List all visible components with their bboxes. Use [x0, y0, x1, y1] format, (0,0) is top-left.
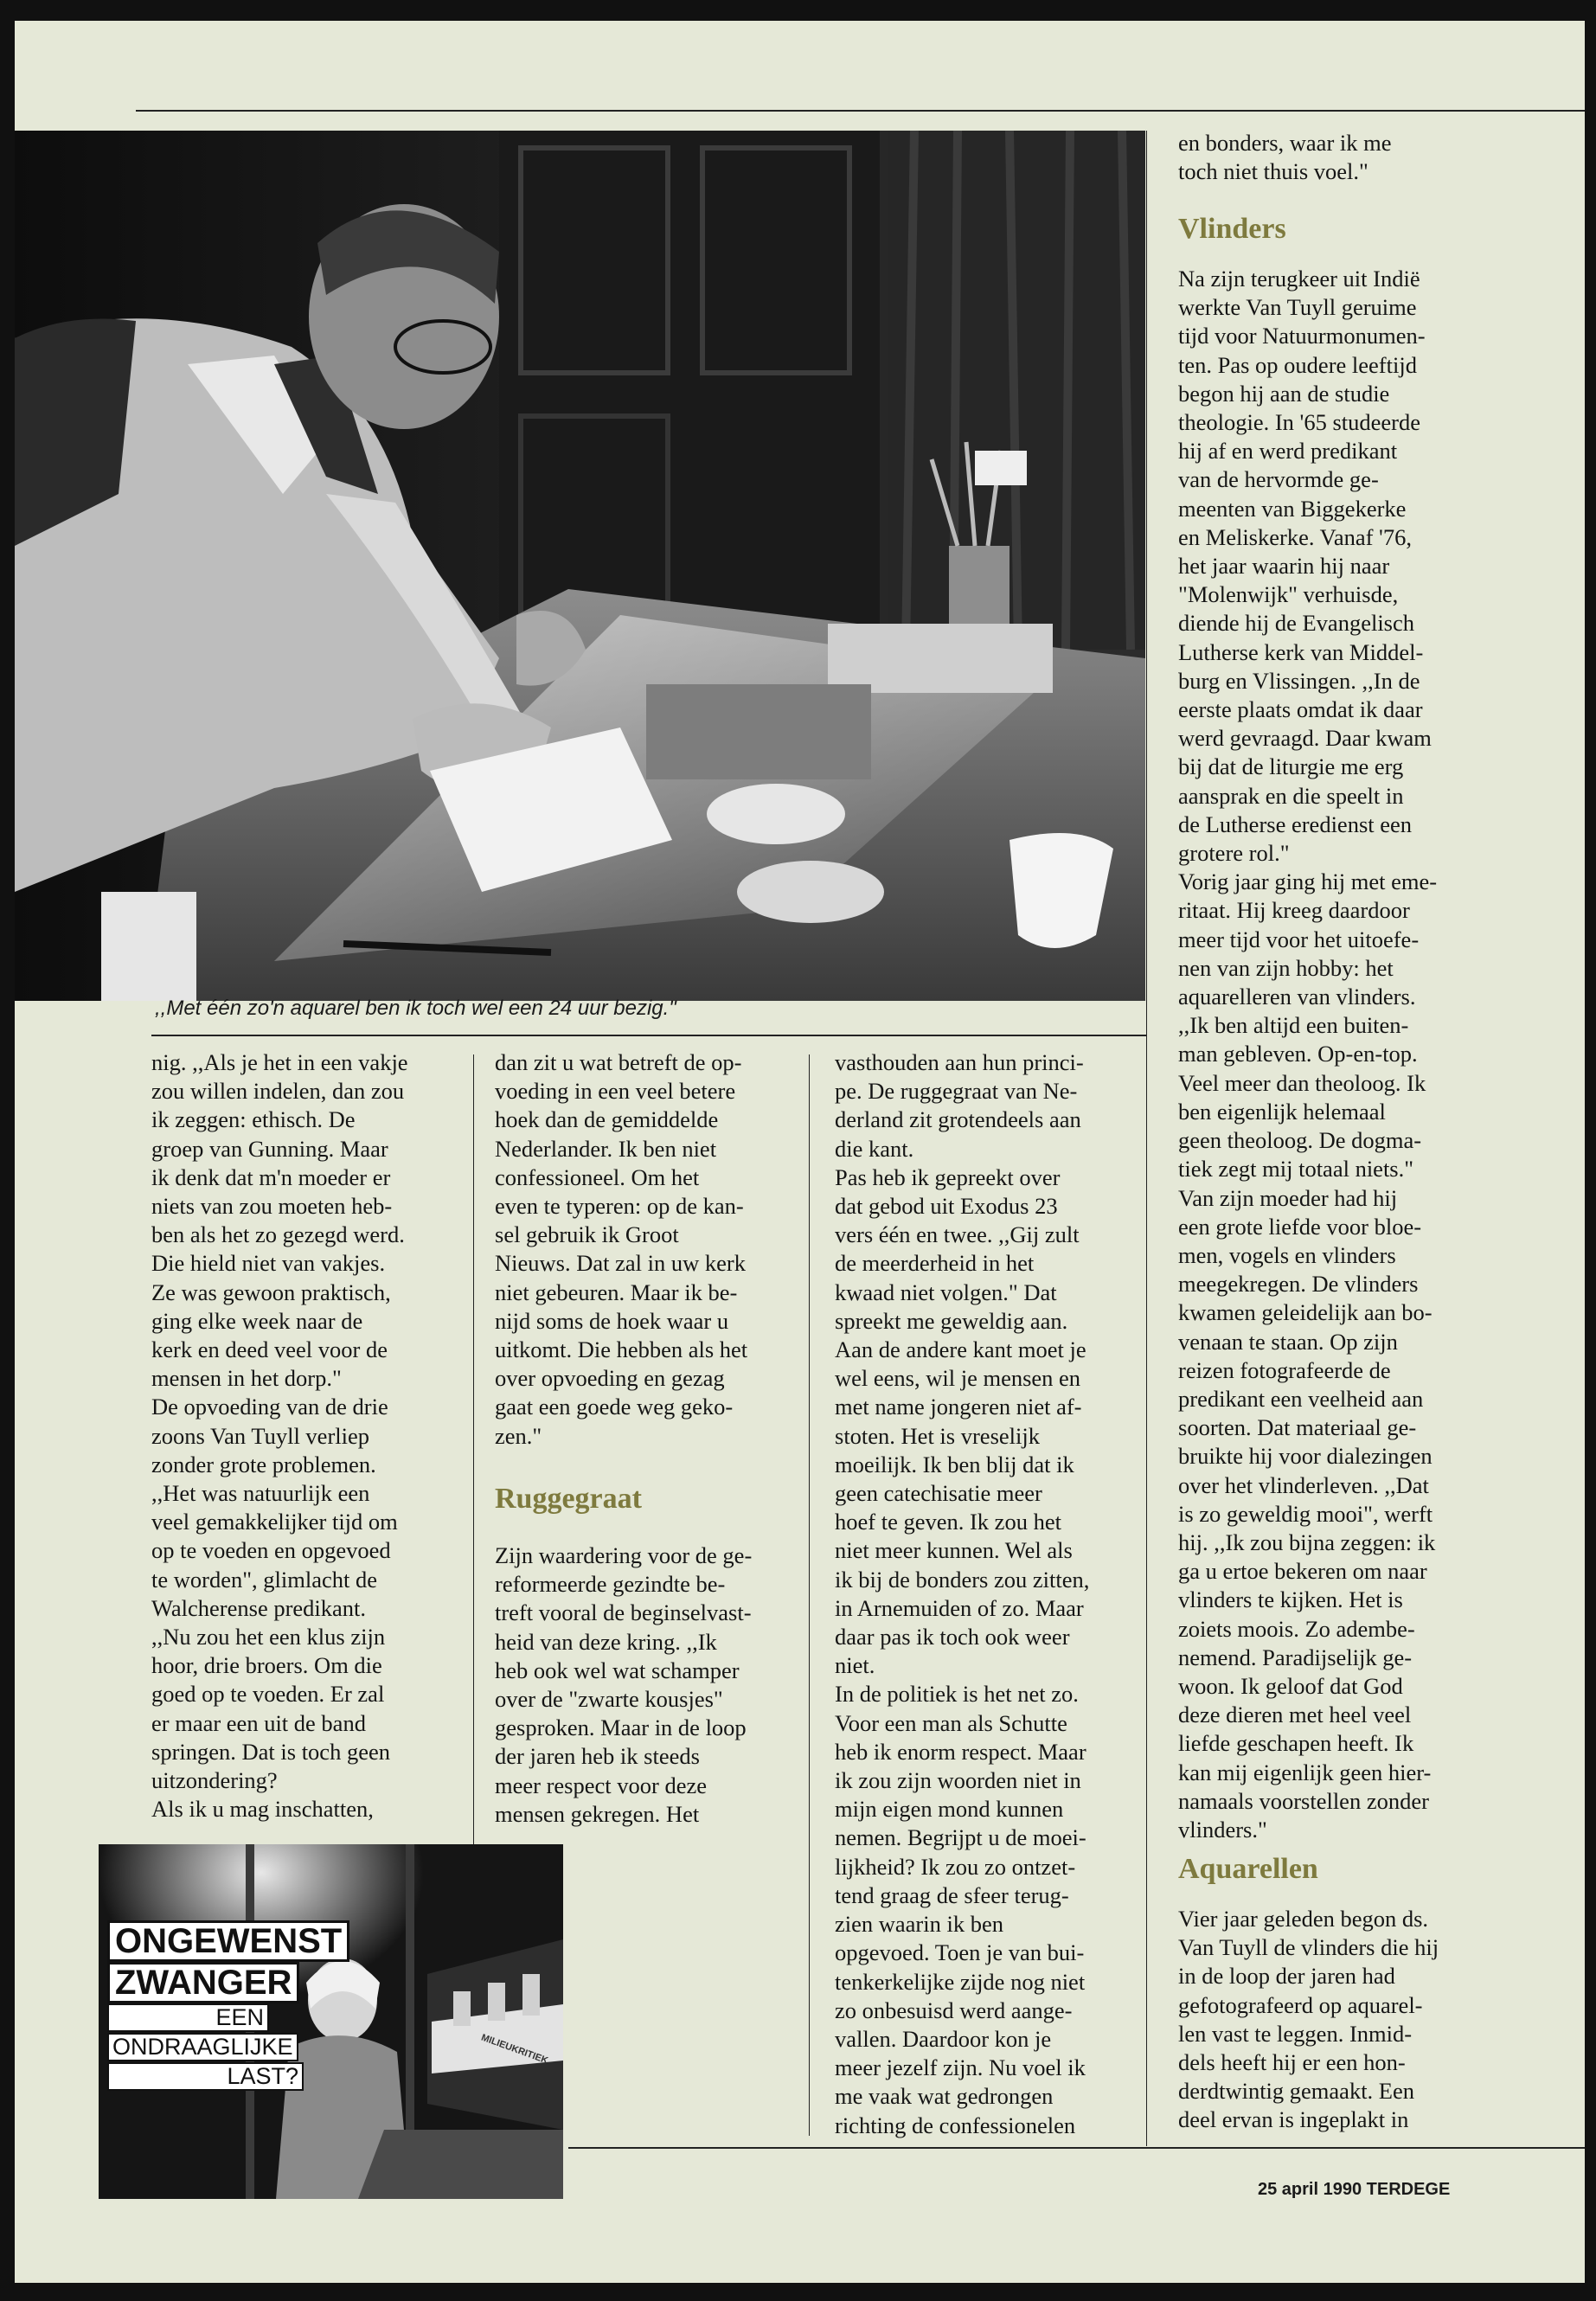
promo-label-ondraaglijke: ONDRAAGLIJKE: [107, 2033, 298, 2061]
photo-illustration: [15, 131, 1145, 1001]
text-line: meer jezelf zijn. Nu voel ik: [835, 2054, 1086, 2081]
article-column-4b: [1178, 265, 1524, 1844]
text-line: geen catechisatie meer: [835, 1480, 1042, 1507]
text-line: groep van Gunning. Maar: [151, 1135, 388, 1162]
text-line: hij af en werd predikant: [1178, 438, 1398, 465]
article-column-3: [835, 1048, 1142, 2140]
text-line: werkte Van Tuyll geruime: [1178, 294, 1417, 321]
text-line: Als ik u mag inschatten,: [151, 1796, 374, 1823]
text-line: moeilijk. Ik ben blij dat ik: [835, 1451, 1074, 1477]
text-line: veel gemakkelijker tijd om: [151, 1509, 398, 1535]
promo-box[interactable]: [99, 1844, 563, 2199]
text-line: de Lutherse eredienst een: [1178, 811, 1413, 837]
text-line: ik zou zijn woorden niet in: [835, 1767, 1081, 1794]
text-line: in Arnemuiden of zo. Maar: [835, 1594, 1084, 1621]
text-line: soorten. Dat materiaal ge-: [1178, 1414, 1417, 1441]
text-line: Van zijn moeder had hij: [1178, 1184, 1398, 1211]
text-line: aansprak en die speelt in: [1178, 782, 1404, 809]
text-line: ten. Pas op oudere leeftijd: [1178, 351, 1417, 378]
text-line: grotere rol.": [1178, 840, 1290, 867]
text-line: die kant.: [835, 1135, 914, 1162]
section-heading-ruggegraat: Ruggegraat: [495, 1483, 642, 1515]
text-line: spreekt me geweldig aan.: [835, 1307, 1068, 1334]
text-line: meer tijd voor het uitoefe-: [1178, 926, 1420, 952]
main-photo: [15, 131, 1145, 1001]
text-line: derland zit grotendeels aan: [835, 1106, 1081, 1133]
text-line: Van Tuyll de vlinders die hij: [1178, 1934, 1439, 1961]
text-line: tenkerkelijke zijde nog niet: [835, 1968, 1086, 1995]
text-line: vers één en twee. ,,Gij zult: [835, 1221, 1080, 1248]
text-line: tiek zegt mij totaal niets.": [1178, 1156, 1414, 1183]
text-line: en bonders, waar ik me: [1178, 130, 1392, 156]
text-line: gefotografeerd op aquarel-: [1178, 1991, 1423, 2018]
text-line: te worden", glimlacht de: [151, 1566, 378, 1593]
text-line: eerste plaats omdat ik daar: [1178, 696, 1423, 723]
text-line: pe. De ruggegraat van Ne-: [835, 1078, 1078, 1105]
text-line: ging elke week naar de: [151, 1307, 363, 1334]
text-line: confessioneel. Om het: [495, 1163, 700, 1190]
text-line: Veel meer dan theoloog. Ik: [1178, 1069, 1426, 1096]
text-line: dan zit u wat betreft de op-: [495, 1049, 742, 1075]
text-line: niet meer kunnen. Wel als: [835, 1537, 1073, 1564]
train-sign: MILIEUKRITIEK: [479, 2032, 550, 2067]
text-line: theologie. In '65 studeerde: [1178, 409, 1420, 436]
text-line: Die hield niet van vakjes.: [151, 1250, 386, 1277]
text-line: hoor, drie broers. Om die: [151, 1652, 382, 1679]
text-line: Lutherse kerk van Middel-: [1178, 638, 1424, 665]
promo-label-een: EEN: [107, 2003, 269, 2032]
promo-label-zwanger: ZWANGER: [107, 1962, 299, 2003]
column-divider-3: [1146, 131, 1147, 2146]
text-line: gaat een goede weg geko-: [495, 1394, 734, 1420]
text-line: ben als het zo gezegd werd.: [151, 1221, 405, 1248]
text-line: Nederlander. Ik ben niet: [495, 1135, 717, 1162]
text-line: ,,Het was natuurlijk een: [151, 1480, 370, 1507]
article-column-4a: [1178, 129, 1507, 186]
text-line: heid van deze kring. ,,Ik: [495, 1628, 717, 1655]
text-line: de meerderheid in het: [835, 1250, 1035, 1277]
article-column-1: [151, 1048, 471, 1823]
text-line: goed op te voeden. Er zal: [151, 1681, 385, 1708]
text-line: hoef te geven. Ik zou het: [835, 1509, 1061, 1535]
text-line: zoiets moois. Zo adembe-: [1178, 1615, 1415, 1642]
text-line: over het vlinderleven. ,,Dat: [1178, 1471, 1429, 1498]
text-line: er maar een uit de band: [151, 1709, 366, 1736]
text-line: dat gebod uit Exodus 23: [835, 1193, 1058, 1220]
text-line: zo onbesuisd werd aange-: [835, 1997, 1073, 2023]
text-line: tend graag de sfeer terug-: [835, 1881, 1069, 1908]
text-line: ben eigenlijk helemaal: [1178, 1098, 1386, 1125]
text-line: tijd voor Natuurmonumen-: [1178, 323, 1426, 349]
text-line: voeding in een veel betere: [495, 1078, 736, 1105]
text-line: venaan te staan. Op zijn: [1178, 1328, 1398, 1355]
text-line: zen.": [495, 1422, 542, 1449]
text-line: uitkomt. Die hebben als het: [495, 1336, 748, 1363]
text-line: en Meliskerke. Vanaf '76,: [1178, 523, 1412, 550]
text-line: deze dieren met heel veel: [1178, 1702, 1412, 1728]
text-line: nemend. Paradijselijk ge-: [1178, 1644, 1413, 1670]
text-line: even te typeren: op de kan-: [495, 1193, 744, 1220]
text-line: "Molenwijk" verhuisde,: [1178, 581, 1399, 608]
text-line: nig. ,,Als je het in een vakje: [151, 1049, 408, 1075]
text-line: nemen. Begrijpt u de moei-: [835, 1824, 1086, 1851]
text-line: meegekregen. De vlinders: [1178, 1271, 1419, 1298]
column-divider-1: [473, 1054, 474, 1850]
text-line: namaals voorstellen zonder: [1178, 1787, 1429, 1814]
bottom-rule: [568, 2147, 1585, 2149]
text-line: vlinders te kijken. Het is: [1178, 1586, 1403, 1613]
text-line: len vast te leggen. Inmid-: [1178, 2020, 1413, 2047]
text-line: hoek dan de gemiddelde: [495, 1106, 719, 1133]
text-line: kwaad niet volgen." Dat: [835, 1279, 1057, 1305]
text-line: diende hij de Evangelisch: [1178, 610, 1415, 637]
text-line: over de "zwarte kousjes": [495, 1686, 723, 1713]
text-line: predikant een veelheid aan: [1178, 1385, 1424, 1412]
top-rule: [136, 110, 1585, 112]
text-line: toch niet thuis voel.": [1178, 158, 1368, 185]
text-line: kwamen geleidelijk aan bo-: [1178, 1299, 1433, 1326]
text-line: springen. Dat is toch geen: [151, 1738, 390, 1765]
photo-caption: ,,Met één zo'n aquarel ben ik toch wel een 24 uur bezig.": [155, 997, 676, 1020]
text-line: woon. Ik geloof dat God: [1178, 1672, 1403, 1699]
text-line: aquarelleren van vlinders.: [1178, 984, 1416, 1010]
text-line: burg en Vlissingen. ,,In de: [1178, 667, 1420, 694]
text-line: in de loop der jaren had: [1178, 1963, 1395, 1990]
text-line: heb ook wel wat schamper: [495, 1657, 740, 1683]
text-line: kan mij eigenlijk geen hier-: [1178, 1759, 1432, 1785]
text-line: niet gebeuren. Maar ik be-: [495, 1279, 738, 1305]
text-line: bij dat de liturgie me erg: [1178, 753, 1404, 780]
text-line: niets van zou moeten heb-: [151, 1193, 393, 1220]
text-line: meer respect voor deze: [495, 1772, 707, 1798]
text-line: mensen in het dorp.": [151, 1365, 342, 1392]
text-line: geen theoloog. De dogma-: [1178, 1127, 1422, 1154]
text-line: nijd soms de hoek waar u: [495, 1307, 729, 1334]
text-line: vlinders.": [1178, 1816, 1267, 1843]
text-line: liefde geschapen heeft. Ik: [1178, 1730, 1414, 1757]
text-line: Vorig jaar ging hij met eme-: [1178, 868, 1438, 895]
text-line: zonder grote problemen.: [151, 1451, 376, 1477]
text-line: ga u ertoe bekeren om naar: [1178, 1558, 1427, 1585]
text-line: der jaren heb ik steeds: [495, 1743, 700, 1770]
text-line: Walcherense predikant.: [151, 1594, 367, 1621]
text-line: De opvoeding van de drie: [151, 1394, 388, 1420]
text-line: men, vogels en vlinders: [1178, 1241, 1396, 1268]
promo-label-last: LAST?: [107, 2062, 304, 2091]
text-line: over opvoeding en gezag: [495, 1365, 725, 1392]
text-line: is zo geweldig mooi", werft: [1178, 1500, 1433, 1527]
section-heading-aquarellen: Aquarellen: [1178, 1853, 1318, 1885]
page-footer: 25 april 1990 TERDEGE: [1258, 2180, 1451, 2199]
text-line: lijkheid? Ik zou zo ontzet-: [835, 1853, 1076, 1880]
text-line: reizen fotografeerde de: [1178, 1356, 1391, 1383]
text-line: richting de confessionelen: [835, 2112, 1076, 2138]
text-line: Aan de andere kant moet je: [835, 1336, 1086, 1363]
text-line: treft vooral de beginselvast-: [495, 1599, 752, 1626]
text-line: werd gevraagd. Daar kwam: [1178, 725, 1432, 752]
text-line: Voor een man als Schutte: [835, 1709, 1067, 1736]
text-line: heb ik enorm respect. Maar: [835, 1738, 1086, 1765]
text-line: In de politiek is het net zo.: [835, 1681, 1079, 1708]
text-line: bruikte hij voor dialezingen: [1178, 1443, 1433, 1470]
magazine-page: [15, 21, 1585, 2283]
text-line: uitzondering?: [151, 1767, 278, 1794]
text-line: op te voeden en opgevoed: [151, 1537, 391, 1564]
text-line: Nieuws. Dat zal in uw kerk: [495, 1250, 746, 1277]
text-line: het jaar waarin hij naar: [1178, 553, 1390, 580]
text-line: begon hij aan de studie: [1178, 380, 1390, 407]
text-line: ,,Nu zou het een klus zijn: [151, 1624, 386, 1650]
text-line: ,,Ik ben altijd een buiten-: [1178, 1012, 1409, 1039]
text-line: daar pas ik toch ook weer: [835, 1624, 1070, 1650]
text-line: met name jongeren niet af-: [835, 1394, 1082, 1420]
text-line: stoten. Het is vreselijk: [835, 1422, 1040, 1449]
text-line: ik denk dat m'n moeder er: [151, 1163, 391, 1190]
text-line: mijn eigen mond kunnen: [835, 1796, 1064, 1823]
text-line: van de hervormde ge-: [1178, 466, 1379, 493]
text-line: deel ervan is ingeplakt in: [1178, 2106, 1409, 2133]
text-line: ritaat. Hij kreeg daardoor: [1178, 897, 1410, 924]
article-column-2b: [495, 1541, 806, 1829]
text-line: niet.: [835, 1652, 875, 1679]
text-line: Na zijn terugkeer uit Indië: [1178, 266, 1420, 292]
text-line: wel eens, wil je mensen en: [835, 1365, 1081, 1392]
text-line: zoons Van Tuyll verliep: [151, 1422, 370, 1449]
text-line: me vaak wat gedrongen: [835, 2083, 1054, 2110]
text-line: gesproken. Maar in de loop: [495, 1715, 747, 1741]
text-line: kerk en deed veel voor de: [151, 1336, 388, 1363]
text-line: Zijn waardering voor de ge-: [495, 1542, 753, 1568]
text-line: Pas heb ik gepreekt over: [835, 1163, 1061, 1190]
text-line: meenten van Biggekerke: [1178, 495, 1407, 522]
article-column-2a: [495, 1048, 806, 1451]
text-line: een grote liefde voor bloe-: [1178, 1213, 1422, 1240]
text-line: vallen. Daardoor kon je: [835, 2025, 1052, 2052]
text-line: mensen gekregen. Het: [495, 1800, 700, 1827]
text-line: derdtwintig gemaakt. Een: [1178, 2078, 1415, 2105]
text-line: Vier jaar geleden begon ds.: [1178, 1906, 1429, 1932]
text-line: vasthouden aan hun princi-: [835, 1049, 1084, 1075]
text-line: zien waarin ik ben: [835, 1911, 1003, 1938]
text-line: opgevoed. Toen je van bui-: [835, 1939, 1085, 1966]
text-line: man gebleven. Op-en-top.: [1178, 1041, 1418, 1067]
section-heading-vlinders: Vlinders: [1178, 213, 1286, 245]
text-line: sel gebruik ik Groot: [495, 1221, 679, 1248]
promo-label-ongewenst: ONGEWENST: [107, 1920, 349, 1962]
text-line: ik zeggen: ethisch. De: [151, 1106, 356, 1133]
text-line: ik bij de bonders zou zitten,: [835, 1566, 1090, 1593]
text-line: zou willen indelen, dan zou: [151, 1078, 405, 1105]
text-line: reformeerde gezindte be-: [495, 1571, 726, 1598]
column-divider-2: [809, 1054, 810, 2136]
article-column-4c: [1178, 1905, 1524, 2135]
text-line: hij. ,,Ik zou bijna zeggen: ik: [1178, 1529, 1436, 1555]
text-line: nen van zijn hobby: het: [1178, 954, 1394, 981]
caption-rule: [151, 1035, 1146, 1036]
text-line: Ze was gewoon praktisch,: [151, 1279, 391, 1305]
text-line: dels heeft hij er een hon-: [1178, 2049, 1406, 2076]
